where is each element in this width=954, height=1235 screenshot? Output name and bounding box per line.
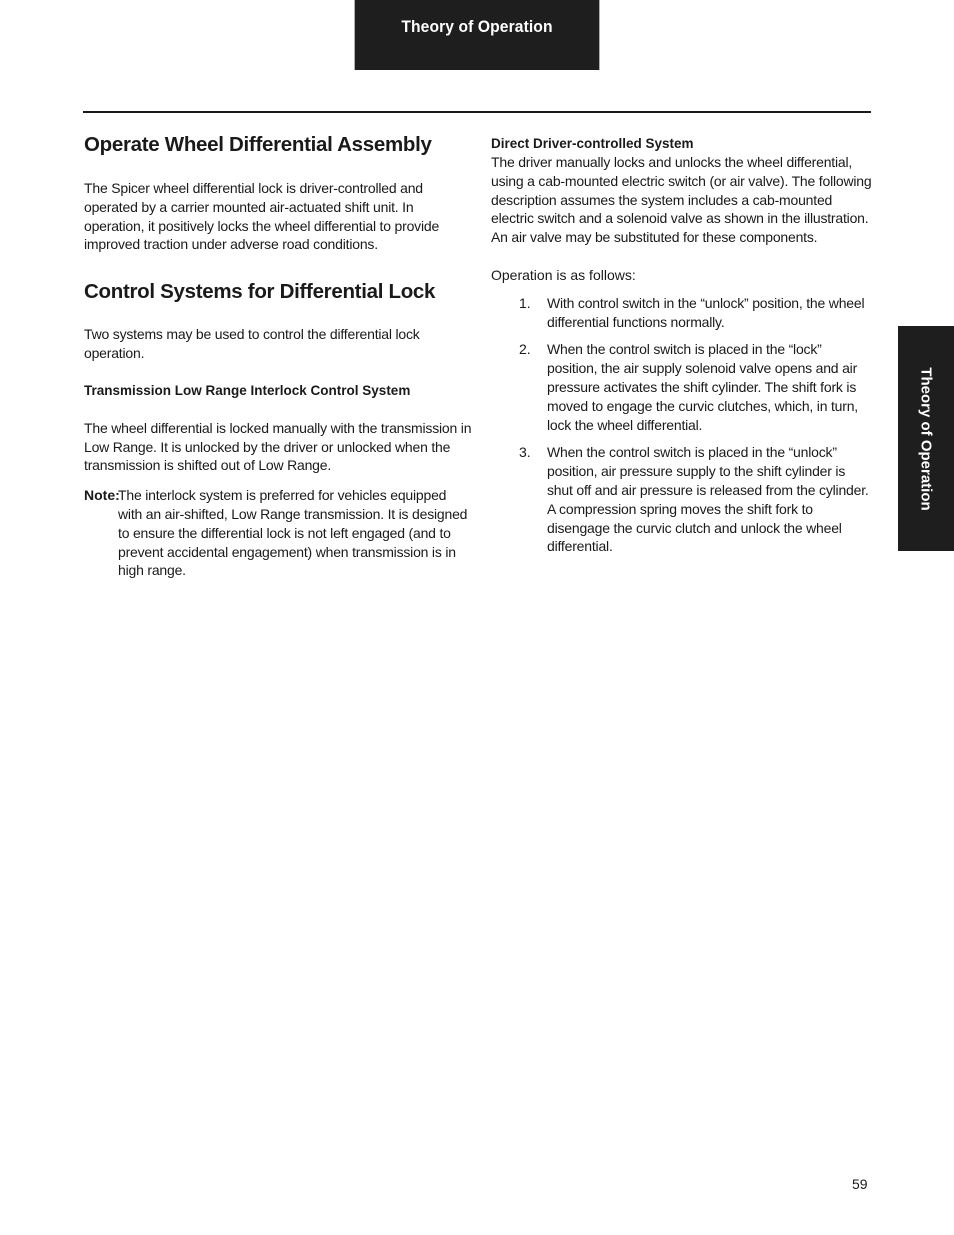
list-item <box>491 340 873 434</box>
header-rule <box>83 111 871 113</box>
side-tab-label: Theory of Operation <box>917 366 935 511</box>
subheading-transmission-interlock: Transmission Low Range Interlock Control System <box>84 382 411 398</box>
note-block <box>84 486 472 580</box>
right-column <box>491 128 873 556</box>
list-item <box>491 443 873 556</box>
heading-operate-wheel: Operate Wheel Differential Assembly <box>84 133 432 156</box>
paragraph-two-systems: Two systems may be used to control the differential lock operation. <box>84 326 420 361</box>
section-tab: Theory of Operation <box>355 0 600 70</box>
step-number: 1. <box>519 294 531 311</box>
step-text: When the control switch is placed in the “lock” position, the air supply solenoid valve opens and air pressure activates the shift cylinder. The shift fork is moved to engage the curvic clutches, which, in turn, lock the wheel differential. <box>547 341 858 433</box>
step-number: 3. <box>519 444 531 461</box>
page-number: 59 <box>852 1176 868 1192</box>
step-number: 2. <box>519 341 531 358</box>
note-label: Note: <box>84 487 120 504</box>
side-section-tab <box>898 326 954 551</box>
subheading-direct-driver: Direct Driver-controlled System <box>491 136 694 151</box>
paragraph-spicer-lock: The Spicer wheel differential lock is driver-controlled and operated by a carrier mounted air-actuated shift unit. In operation, it positively locks the wheel differential to provide improved traction under adverse road conditions. <box>84 180 440 253</box>
list-item <box>491 294 873 332</box>
left-column <box>84 128 472 580</box>
step-text: With control switch in the “unlock” position, the wheel differential functions normally. <box>547 294 865 330</box>
step-text: When the control switch is placed in the “unlock” position, air pressure supply to the shift cylinder is shut off and air pressure is released from the cylinder. A compression spring moves the shift fork to disengage the curvic clutch and unlock the wheel differential. <box>547 444 869 555</box>
operation-steps-list <box>491 294 873 556</box>
note-text: The interlock system is preferred for vehicles equipped with an air-shifted, Low Range transmission. It is designed to ensure the differential lock is not left engaged (and to prevent accidental engagement) when transmission is in high range. <box>118 487 468 579</box>
heading-control-systems: Control Systems for Differential Lock <box>84 280 436 304</box>
paragraph-operation-follows: Operation is as follows: <box>491 266 636 283</box>
paragraph-driver-manually: The driver manually locks and unlocks the wheel differential, using a cab-mounted electric switch (or air valve). The following description assumes the system includes a cab-mounted electric switch and a solenoid valve as shown in the illustration. An air valve may be substituted for these components. <box>491 154 872 246</box>
paragraph-locked-manually: The wheel differential is locked manually with the transmission in Low Range. It is unlocked by the driver or unlocked when the transmission is shifted out of Low Range. <box>84 419 472 474</box>
